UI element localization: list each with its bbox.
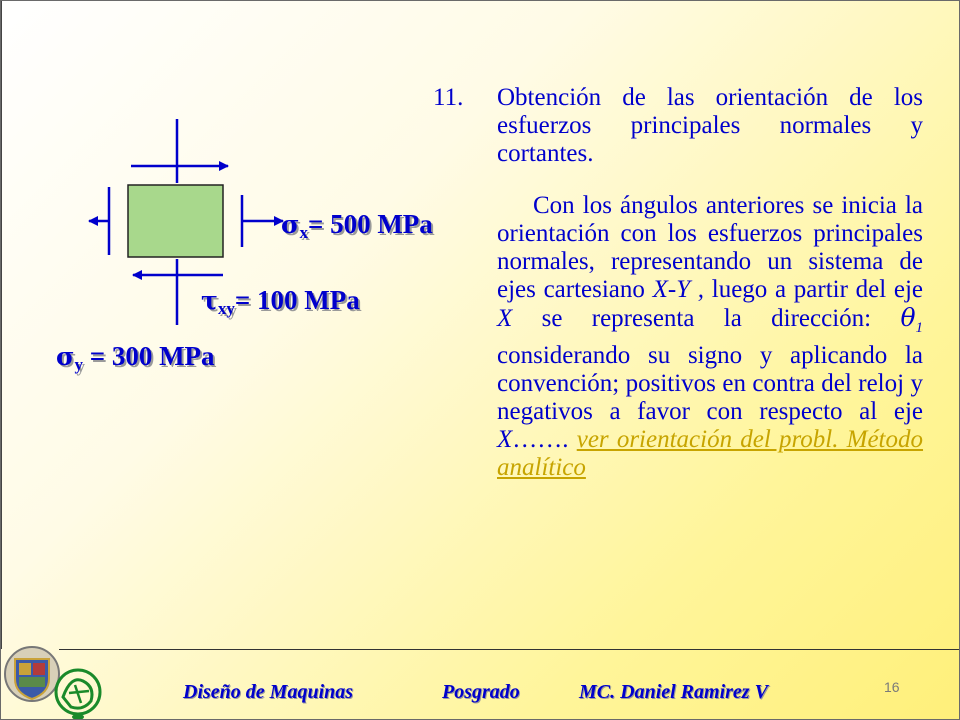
sigma-y-label: $\sigma_y = 300$ MPa bbox=[56, 341, 215, 374]
page-number: 16 bbox=[884, 679, 900, 695]
footer-course: Diseño de Maquinas bbox=[183, 681, 354, 703]
footer-author: MC. Daniel Ramirez V bbox=[579, 681, 768, 703]
tau-xy-label: $\tau_{xy}= 100$ MPa bbox=[201, 285, 360, 318]
item-number: 11. bbox=[433, 84, 464, 111]
emblem-logo bbox=[53, 667, 103, 720]
orientation-link[interactable]: ver orientación del probl. Método analítico bbox=[497, 426, 924, 481]
footer bbox=[1, 651, 960, 720]
item-heading: Obtención de las orientación de los esfuerzos principales normales y cortantes. bbox=[497, 84, 923, 167]
footer-program: Posgrado bbox=[442, 681, 520, 703]
theta-symbol: $\theta_1$ bbox=[900, 303, 923, 336]
main-text bbox=[433, 84, 923, 482]
body-paragraph: Con los ángulos anteriores se inicia la orientación con los esfuerzos principales normales, representando un sistema de ejes cartesiano X-Y , luego a partir del eje X se representa la dirección: $\theta_1$ considerando su signo y aplicando la convención; positivos en contra del reloj y negativos a favor con respecto al eje X……. ver orientación del probl. Método analítico bbox=[497, 192, 924, 481]
sigma-x-label: $\sigma_x= 500$ MPa bbox=[281, 209, 433, 242]
stress-element-square bbox=[128, 185, 223, 257]
footer-divider bbox=[59, 649, 960, 650]
